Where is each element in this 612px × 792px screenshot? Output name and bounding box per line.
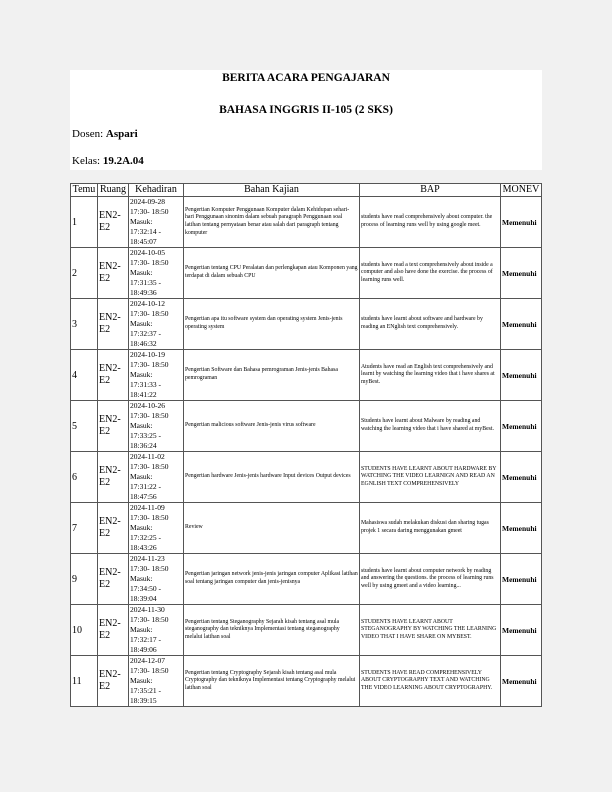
attendance-checkin-label: Masuk: bbox=[130, 676, 153, 685]
cell-bap: Mahasiswa sudah melakukan diskusi dan sharing tugas projek 1 secara daring menggunakan gmeet bbox=[360, 503, 501, 554]
column-header-temu: Temu bbox=[71, 184, 98, 197]
cell-temu: 1 bbox=[71, 197, 98, 248]
cell-temu: 9 bbox=[71, 554, 98, 605]
table-header-row bbox=[71, 184, 542, 197]
cell-temu: 11 bbox=[71, 656, 98, 707]
cell-ruang: EN2-E2 bbox=[98, 452, 129, 503]
cell-bap: students have learnt about software and hardware by reading an ENglish text comprehensively. bbox=[360, 299, 501, 350]
table-row bbox=[71, 605, 542, 656]
attendance-schedule: 17:30- 18:50 bbox=[130, 513, 169, 522]
attendance-checkin-time: 17:35:21 - 18:39:15 bbox=[130, 686, 162, 705]
attendance-schedule: 17:30- 18:50 bbox=[130, 411, 169, 420]
cell-bap: Students have learnt about Malware by reading and watching the learning video that i have shared at myBest. bbox=[360, 401, 501, 452]
table-row bbox=[71, 401, 542, 452]
attendance-schedule: 17:30- 18:50 bbox=[130, 564, 169, 573]
column-header-kehadiran: Kehadiran bbox=[129, 184, 184, 197]
lecturer-name: Aspari bbox=[105, 128, 138, 140]
cell-monev: Memenuhi bbox=[501, 299, 542, 350]
column-header-bahan-kajian: Bahan Kajian bbox=[184, 184, 360, 197]
cell-temu: 2 bbox=[71, 248, 98, 299]
cell-monev: Memenuhi bbox=[501, 554, 542, 605]
cell-bahan-kajian: Pengertian tentang CPU Peralatan dan perlengkapan atau Komponen yang terdapat di dalam sebuah CPU bbox=[184, 248, 360, 299]
cell-bahan-kajian: Pengertian Komputer Penggunaan Komputer dalam Kehidupan sehari-hari Penggunaan sinonim dalam sebuah paragraph Penggunaan soal latihan tentang pernyataan benar atau salah dari paragraph tentang komputer bbox=[184, 197, 360, 248]
attendance-checkin-label: Masuk: bbox=[130, 574, 153, 583]
cell-bahan-kajian: Pengertian malicious software Jenis-jenis virus software bbox=[184, 401, 360, 452]
attendance-checkin-label: Masuk: bbox=[130, 268, 153, 277]
cell-bap: STUDENTS HAVE LEARNT ABOUT STEGANOGRAPHY BY WATCHING THE LEARNING VIDEO THAT I HAVE SHARE ON MYBEST. bbox=[360, 605, 501, 656]
table-row bbox=[71, 248, 542, 299]
attendance-checkin-label: Masuk: bbox=[130, 523, 153, 532]
attendance-schedule: 17:30- 18:50 bbox=[130, 258, 169, 267]
cell-monev: Memenuhi bbox=[501, 605, 542, 656]
cell-monev: Memenuhi bbox=[501, 656, 542, 707]
table-row bbox=[71, 656, 542, 707]
lecturer-line bbox=[72, 128, 138, 140]
class-label: Kelas: bbox=[72, 155, 101, 167]
cell-temu: 3 bbox=[71, 299, 98, 350]
attendance-checkin-time: 17:32:37 - 18:46:32 bbox=[130, 329, 162, 348]
cell-kehadiran bbox=[129, 197, 184, 248]
cell-bap: students have read comprehensively about computer. the process of learning runs well by using google meet. bbox=[360, 197, 501, 248]
attendance-checkin-label: Masuk: bbox=[130, 319, 153, 328]
cell-bap: students have read a text comprehensively about inside a computer and also have done the exercise. the process of learning runs well. bbox=[360, 248, 501, 299]
table-body bbox=[71, 197, 542, 707]
attendance-checkin-time: 17:32:17 - 18:49:06 bbox=[130, 635, 162, 654]
cell-bahan-kajian: Review bbox=[184, 503, 360, 554]
cell-ruang: EN2-E2 bbox=[98, 656, 129, 707]
attendance-checkin-time: 17:31:22 - 18:47:56 bbox=[130, 482, 162, 501]
attendance-schedule: 17:30- 18:50 bbox=[130, 666, 169, 675]
table-row bbox=[71, 554, 542, 605]
cell-kehadiran bbox=[129, 656, 184, 707]
column-header-monev: MONEV bbox=[501, 184, 542, 197]
cell-ruang: EN2-E2 bbox=[98, 350, 129, 401]
column-header-ruang: Ruang bbox=[98, 184, 129, 197]
attendance-checkin-label: Masuk: bbox=[130, 370, 153, 379]
attendance-schedule: 17:30- 18:50 bbox=[130, 615, 169, 624]
cell-monev: Memenuhi bbox=[501, 503, 542, 554]
attendance-date: 2024-10-19 bbox=[130, 350, 165, 359]
table-row bbox=[71, 452, 542, 503]
cell-ruang: EN2-E2 bbox=[98, 503, 129, 554]
cell-monev: Memenuhi bbox=[501, 452, 542, 503]
cell-temu: 4 bbox=[71, 350, 98, 401]
cell-bahan-kajian: Pengertian apa itu software system dan operating system Jenis-jenis operating system bbox=[184, 299, 360, 350]
cell-monev: Memenuhi bbox=[501, 350, 542, 401]
attendance-checkin-time: 17:31:35 - 18:49:36 bbox=[130, 278, 162, 297]
table-row bbox=[71, 503, 542, 554]
attendance-schedule: 17:30- 18:50 bbox=[130, 207, 169, 216]
cell-kehadiran bbox=[129, 299, 184, 350]
attendance-checkin-time: 17:31:33 - 18:41:22 bbox=[130, 380, 162, 399]
attendance-date: 2024-11-02 bbox=[130, 452, 165, 461]
cell-bap: Atudents have read an English text comprehensively and learnt by watching the learning video that i have shares at myBest. bbox=[360, 350, 501, 401]
attendance-checkin-label: Masuk: bbox=[130, 472, 153, 481]
cell-temu: 6 bbox=[71, 452, 98, 503]
cell-kehadiran bbox=[129, 554, 184, 605]
attendance-checkin-label: Masuk: bbox=[130, 421, 153, 430]
cell-bap: STUDENTS HAVE LEARNT ABOUT HARDWARE BY WATCHING THE VIDEO LEARNIGN AND READ AN EGNLISH TEXT COMPREHENSIVELY bbox=[360, 452, 501, 503]
cell-kehadiran bbox=[129, 401, 184, 452]
cell-monev: Memenuhi bbox=[501, 248, 542, 299]
course-title: BAHASA INGGRIS II-105 (2 SKS) bbox=[219, 104, 393, 116]
cell-bahan-kajian: Pengertian tentang Steganography Sejarah kisah tentang asal mula steganography dan tekniknya Implementasi tentang steganography melalui latihan soal bbox=[184, 605, 360, 656]
cell-temu: 5 bbox=[71, 401, 98, 452]
cell-bahan-kajian: Pengertian tentang Cryptography Sejarah kisah tentang asal mula Cryptography dan tekniknya Implementasi tentang Cryptography melalui latihan soal bbox=[184, 656, 360, 707]
cell-temu: 7 bbox=[71, 503, 98, 554]
cell-bap: students have learnt about computer network by reading and answering the questions. the process of learning runs well by using gmeet and a video learning... bbox=[360, 554, 501, 605]
column-header-bap: BAP bbox=[360, 184, 501, 197]
attendance-schedule: 17:30- 18:50 bbox=[130, 462, 169, 471]
cell-bahan-kajian: Pengertian jaringan network jenis-jenis jaringan computer Aplikasi latihan soal tentang jaringan computer dan jenis-jenisnya bbox=[184, 554, 360, 605]
cell-bahan-kajian: Pengertian hardware Jenis-jenis hardware Input devices Output devices bbox=[184, 452, 360, 503]
cell-ruang: EN2-E2 bbox=[98, 605, 129, 656]
cell-ruang: EN2-E2 bbox=[98, 299, 129, 350]
table-row bbox=[71, 197, 542, 248]
attendance-checkin-time: 17:32:14 - 18:45:07 bbox=[130, 227, 162, 246]
cell-ruang: EN2-E2 bbox=[98, 248, 129, 299]
attendance-checkin-label: Masuk: bbox=[130, 625, 153, 634]
cell-kehadiran bbox=[129, 350, 184, 401]
cell-kehadiran bbox=[129, 503, 184, 554]
cell-monev: Memenuhi bbox=[501, 197, 542, 248]
attendance-date: 2024-11-23 bbox=[130, 554, 165, 563]
teaching-record-table bbox=[70, 183, 542, 707]
cell-kehadiran bbox=[129, 605, 184, 656]
cell-ruang: EN2-E2 bbox=[98, 554, 129, 605]
cell-ruang: EN2-E2 bbox=[98, 197, 129, 248]
cell-monev: Memenuhi bbox=[501, 401, 542, 452]
attendance-date: 2024-11-30 bbox=[130, 605, 165, 614]
class-line bbox=[72, 155, 144, 167]
attendance-schedule: 17:30- 18:50 bbox=[130, 309, 169, 318]
attendance-date: 2024-11-09 bbox=[130, 503, 165, 512]
attendance-date: 2024-12-07 bbox=[130, 656, 165, 665]
cell-temu: 10 bbox=[71, 605, 98, 656]
document-title: BERITA ACARA PENGAJARAN bbox=[222, 72, 390, 84]
lecturer-label: Dosen: bbox=[72, 128, 104, 140]
attendance-checkin-time: 17:33:25 - 18:36:24 bbox=[130, 431, 162, 450]
table-row bbox=[71, 299, 542, 350]
attendance-date: 2024-10-12 bbox=[130, 299, 165, 308]
attendance-schedule: 17:30- 18:50 bbox=[130, 360, 169, 369]
cell-bahan-kajian: Pengertian Software dan Bahasa pemrograman Jenis-jenis Bahasa pemrograman bbox=[184, 350, 360, 401]
attendance-checkin-label: Masuk: bbox=[130, 217, 153, 226]
table-row bbox=[71, 350, 542, 401]
cell-kehadiran bbox=[129, 452, 184, 503]
cell-kehadiran bbox=[129, 248, 184, 299]
attendance-date: 2024-10-26 bbox=[130, 401, 165, 410]
attendance-checkin-time: 17:34:50 - 18:39:04 bbox=[130, 584, 162, 603]
attendance-date: 2024-09-28 bbox=[130, 197, 165, 206]
cell-bap: STUDENTS HAVE READ COMPREHENSIVELY ABOUT CRYPTOGRAPHY TEXT AND WATCHING THE VIDEO LEARNING ABOUT CRYPTOGRAPHY. bbox=[360, 656, 501, 707]
attendance-checkin-time: 17:32:25 - 18:43:26 bbox=[130, 533, 162, 552]
cell-ruang: EN2-E2 bbox=[98, 401, 129, 452]
attendance-date: 2024-10-05 bbox=[130, 248, 165, 257]
class-code: 19.2A.04 bbox=[102, 155, 144, 167]
